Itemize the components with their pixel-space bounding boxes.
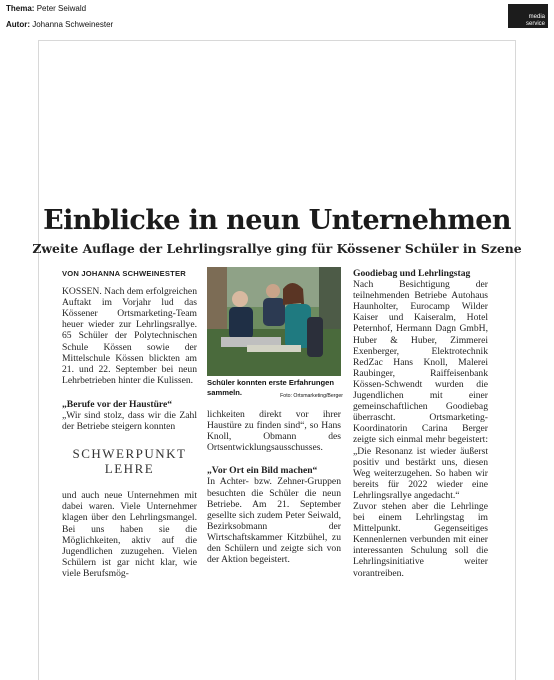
col2-paragraph-2: In Achter- bzw. Zehner-Gruppen besuchten die Schüler die neun Betriebe. Am 21. September gesellte sich zudem Peter Seiwald, Bezirksobmann der Wirtschaftskammer Kitzbühel, zu den Schülern und zeigte sich von der Aktion begeistert. [207,476,341,566]
article-headline: Einblicke in neun Unternehmen [43,205,511,236]
byline: VON JOHANNA SCHWEINESTER [62,269,186,278]
article-subheadline: Zweite Auflage der Lehrlingsrallye ging für Kössener Schüler in Szene [32,241,522,256]
photo-credit: Foto: Ortsmarketing/Berger [280,393,343,399]
column-3 [353,268,488,579]
photo-caption [207,378,343,401]
col3-paragraph-1: Nach Besichtigung der teilnehmenden Betriebe Autohaus Haunholter, Eurocamp Wilder Kaiser und Kaiseralm, Hotel Peternhof, Hermann Dagn GmbH, Huber & Huber, Zimmerei Exenberger, Elektrotechnik RedZac Hans Knoll, Malerei Raubinger, Raiffeisenbank Kössen-Schwendt wurden die Jugendlichen mit einer gemeinschaftlichen Goodiebag überrascht. Ortsmarketing-Koordinatorin Carina Berger zeigte sich einmal mehr begeistert: „Die Resonanz ist wieder äußerst positiv und bestärkt uns, diesen Weg weiterzugehen. So haben wir bereits für 2022 wieder eine Lehrlingsrallye angedacht.“ [353,279,488,501]
col2-paragraph-1: lichkeiten direkt vor ihrer Haustüre zu finden sind“, so Hans Knoll, Obmann des Ortsentwicklungsausschusses. [207,409,341,454]
photo-illustration [207,267,341,376]
col1-paragraph-3: und auch neue Unternehmen mit dabei waren. Viele Unternehmer klagen über den Lehrlingsmangel. Bei uns haben sie die Möglichkeiten, aktiv auf die Jugendlichen zuzugehen. Vielen Schülern ist gar nicht klar, wie viele Berufsmög- [62,490,197,579]
col2-section-heading: „Vor Ort ein Bild machen“ [207,465,318,477]
col1-paragraph-2: „Wir sind stolz, dass wir die Zahl der Betriebe steigern konnten [62,410,197,433]
schwerpunkt-line2: LEHRE [104,461,155,477]
column-2 [207,409,341,565]
col3-section-heading: Goodiebag und Lehrlingstag [353,268,471,279]
col1-section-heading: „Berufe vor der Haustüre“ [62,398,173,410]
meta-author-label: Autor: [6,20,30,29]
meta-author [6,20,113,29]
meta-topic-label: Thema: [6,4,35,13]
meta-author-value: Johanna Schweinester [32,20,114,29]
schwerpunkt-line1: SCHWERPUNKT [72,446,187,462]
media-service-badge [508,4,548,28]
col3-paragraph-2: Zuvor stehen aber die Lehrlinge bei einem Lehrlingstag im Mittelpunkt. Gegenseitiges Kennenlernen verbunden mit einer interessanten Schulung soll die Lehrlingsinitiative weiter vorantreiben. [353,500,488,579]
column-1 [62,268,197,579]
badge-line2: service [525,21,545,27]
badge-line1: media [528,14,545,20]
meta-topic [6,4,86,13]
caption-text: Schüler konnten erste Erfahrungen sammeln. [207,378,335,397]
schwerpunkt-label [62,446,197,476]
col1-paragraph-1: KOSSEN. Nach dem erfolgreichen Auftakt im Vorjahr lud das Kössener Ortsmarketing-Team heuer wieder zur Lehrlingsrallye. 65 Schüler der Polytechnischen Schule Kössen sowie der Mittelschule Kössen blickten am 21. und 22. September bei neun Lehrbetrieben hinter die Kulissen. [62,286,197,386]
article-photo [207,267,341,376]
meta-topic-value: Peter Seiwald [36,4,87,13]
